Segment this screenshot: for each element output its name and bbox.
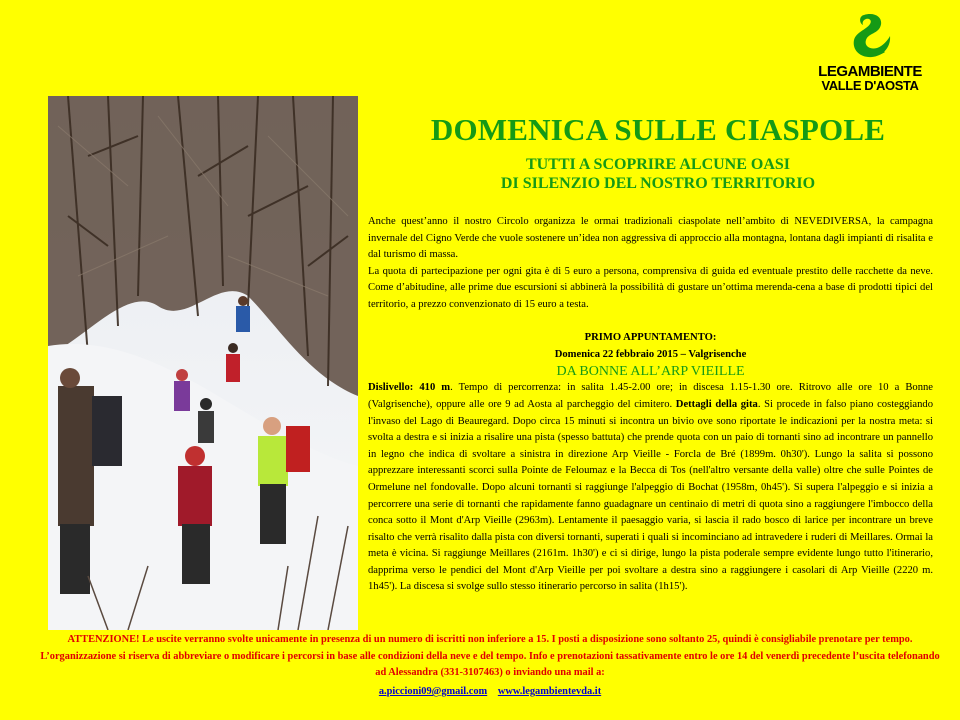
details-part-2: . Si procede in falso piano costeggiando l'invaso del Lago di Beauregard. Dopo circa 15 minuti si incontra un bivio ove sono riportate le indicazioni per la nostra meta: si svolta a destra e si inizia a risalire una pista (spesso battuta) che prende quota con un paio di tornanti sino ad incontrare un pannello in legno che indica di svoltare a sinistra in direzione Arp Vieille - Forcla de Bré (1899m. 0h30'). Lungo la salita si possono apprezzare interessanti scorci sulla Pointe de Feloumaz e la Becca di Tos (nell'altro versante della valle) oltre che sulle Pointes de Ormelune nel fondovalle. Dopo alcuni tornanti si raggiunge l'alpeggio di Bochat (1958m, 0h45'). Si supera l'alpeggio e si inizia a percorrere una serie di tornanti che rapidamente fanno guadagnare un centinaio di metri di quota sino a raggiungere l'imbocco della conca sotto il Mont d'Arp Vieille (2963m). Lentamente il paesaggio varia, si lascia il rado bosco di larice per incontrare un breve risalto che verrà risalito dalla pista con diversi tornanti, superati i quali si incominciano ad intravedere i ruderi di Meillares. Ormai la meta è vicina. Si raggiunge Meillares (2161m. 1h30') e ci si dirige, lungo la pista poderale sempre evidente lungo tutto l'itinerario, dapprima verso le pendici del Mont d'Arp Vieille per poi svoltare a destra sino a raggiungere i casolari di Arp Vieille (2220 m. 1h45'). La discesa si svolge sullo stesso itinerario percorso in salita (1h15'). [368, 398, 933, 593]
subtitle-line-2: DI SILENZIO DEL NOSTRO TERRITORIO [500, 175, 816, 192]
swan-icon [844, 10, 896, 62]
website-link[interactable]: www.legambientevda.it [497, 686, 602, 697]
intro-paragraph-1: Anche quest’anno il nostro Circolo organizza le ormai tradizionali ciaspolate nell’ambito di NEVEDIVERSA, la campagna invernale del Cigno Verde che vuole sostenere un’idea non aggressiva di approccio alla montagna, lontana dagli impianti di risalita e dal turismo di massa. [368, 216, 933, 261]
appointment-heading: PRIMO APPUNTAMENTO: [584, 332, 717, 344]
email-link[interactable]: a.piccioni09@gmail.com [378, 686, 488, 697]
dislivello-label: Dislivello: 410 m [368, 382, 451, 394]
snowshoe-hikers-photo [48, 96, 358, 630]
details-part-1: . Tempo di percorrenza: in salita 1.45-2.00 ore; in discesa 1.15-1.30 ore. Ritrovo alle ore 10 a Bonne (Valgrisenche), oppure alle ore 9 ad Aosta al parcheggio del cimitero. [368, 382, 934, 410]
page-subtitle [368, 155, 948, 193]
subtitle-line-1: TUTTI A SCOPRIRE ALCUNE OASI [525, 156, 791, 173]
route-details [368, 380, 933, 596]
dettagli-label: Dettagli della gita [675, 398, 758, 410]
logo-brand: LEGAMBIENTE [818, 63, 922, 80]
logo-region: VALLE D'AOSTA [821, 78, 919, 93]
page-title: DOMENICA SULLE CIASPOLE [430, 112, 886, 147]
legambiente-logo [800, 10, 940, 98]
contact-links [40, 684, 940, 700]
appointment-date: Domenica 22 febbraio 2015 – Valgrisenche [554, 348, 747, 360]
route-title: DA BONNE ALL’ARP VIEILLE [556, 364, 745, 380]
attention-notice: ATTENZIONE! Le uscite verranno svolte unicamente in presenza di un numero di iscritti non inferiore a 15. I posti a disposizione sono soltanto 25, quindi è consigliabile prenotare per tempo. L’organizzazione si riserva di abbreviare o modificare i percorsi in base alle condizioni della neve e del tempo. Info e prenotazioni tassativamente entro le ore 14 del venerdì precedente l’uscita telefonando ad Alessandra (331-3107463) o inviando una mail a: [40, 634, 940, 678]
intro-paragraph-2: La quota di partecipazione per ogni gita è di 5 euro a persona, comprensiva di guida ed eventuale prestito delle racchette da neve. Come d’abitudine, alle prime due escursioni si abbinerà la possibilità di gustare un’ottima merenda-cena a base di prodotti tipici del territorio, a prezzo convenzionato di 15 euro a testa. [368, 265, 933, 310]
main-content [368, 214, 933, 596]
